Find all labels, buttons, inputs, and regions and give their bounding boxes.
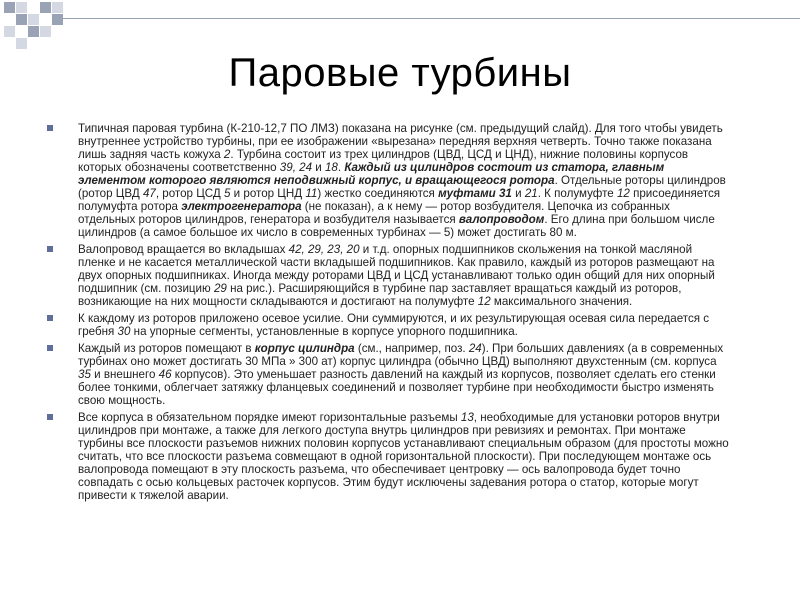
square-bullet-icon: [47, 345, 53, 351]
checker-square: [16, 2, 27, 13]
text-run: 18: [324, 161, 338, 174]
text-run: Каждый из роторов помещают в: [78, 342, 255, 355]
checker-decoration: [0, 0, 75, 50]
text-run: корпус цилиндра: [254, 342, 355, 355]
text-run: 29: [213, 282, 227, 295]
paragraph-text: [78, 243, 715, 308]
paragraph-text: [78, 122, 726, 239]
checker-square: [4, 26, 15, 37]
text-run: электрогенератора: [181, 200, 302, 213]
square-bullet-icon: [47, 414, 53, 420]
text-run: , ротор ЦСД: [155, 187, 224, 200]
text-run: , необходимые для установки роторов внутри цилиндров при монтаже, а также для легкого доступа внутрь цилиндров при ревизиях и ремонтах. При монтаже турбины все плоскости разъемов нижних половин корпусов устанавливают специальным образом (для простоты можно считать, что все плоскости разъема совмещают в одной горизонтальной плоскости). При последующем монтаже ось валопровода помещают в эту плоскость разъема, что обеспечивает центровку — ось валопровода будет точно совпадать с осью кольцевых расточек корпусов. Этим будут исключены задевания ротора о статор, которые могут привести к тяжелой аварии.: [78, 411, 729, 502]
text-run: 12: [616, 187, 630, 200]
text-run: . К полумуфте: [537, 187, 617, 200]
text-run: ). При больших давлениях (а в современных турбинах оно может достигать 30 МПа » 300 ат) корпус цилиндра (обычно ЦВД) выполняют двухстенным (см. корпуса: [78, 342, 724, 368]
text-run: 46: [158, 368, 172, 381]
text-run: Валопровод вращается во вкладышах: [78, 243, 289, 256]
text-run: (не показан), а к нему — ротор возбудителя. Цепочка из собранных отдельных роторов цилиндров, генератора и возбудителя называется: [78, 200, 670, 226]
square-bullet-icon: [47, 246, 53, 252]
text-run: валопроводом: [458, 213, 545, 226]
text-run: Типичная паровая турбина (К-210-12,7 ПО ЛМЗ) показана на рисунке (см. предыдущий слайд). Для того чтобы увидеть внутреннее устройство турбины, при ее изображении «вырезана» передняя верхняя четверть. Точно также показана лишь задняя часть кожуха: [78, 122, 723, 161]
text-run: максимального значения.: [490, 295, 633, 308]
bullet-list: [44, 122, 730, 506]
text-run: . Отдельные роторы цилиндров (ротор ЦВД: [78, 174, 726, 200]
text-run: 21: [524, 187, 538, 200]
bullet-item: [44, 243, 730, 308]
text-run: 24: [468, 342, 482, 355]
paragraph-text: [78, 411, 729, 502]
text-run: и: [511, 187, 525, 200]
text-run: 11: [305, 187, 318, 200]
text-run: муфтами 31: [438, 187, 512, 200]
checker-square: [28, 14, 39, 25]
square-bullet-icon: [47, 315, 53, 321]
checker-square: [40, 26, 51, 37]
text-run: 5: [224, 187, 231, 200]
checker-square: [52, 2, 63, 13]
text-run: (см., например, поз.: [354, 342, 469, 355]
text-run: К каждому из роторов приложено осевое усилие. Они суммируются, и их результирующая осевая сила передается с гребня: [78, 312, 710, 338]
text-run: на упорные сегменты, установленные в корпусе упорного подшипника.: [130, 325, 518, 338]
paragraph-text: [78, 312, 709, 338]
checker-square: [40, 2, 51, 13]
bullet-item: [44, 312, 730, 338]
text-run: и: [312, 161, 325, 174]
text-run: 30: [117, 325, 131, 338]
bullet-item: [44, 122, 730, 239]
text-run: ) жестко соединяются: [317, 187, 439, 200]
checker-square: [4, 2, 15, 13]
text-run: 2: [223, 148, 231, 161]
text-run: 47: [142, 187, 156, 200]
text-run: 13: [460, 411, 474, 424]
text-run: 39, 24: [279, 161, 313, 174]
checker-square: [16, 14, 27, 25]
slide-title: Паровые турбины: [228, 51, 572, 95]
checker-square: [52, 14, 63, 25]
text-run: Каждый из цилиндров состоит из статора, главным элементом которого являются неподвижный корпус, и вращающегося ротора: [78, 161, 665, 187]
text-run: и ротор ЦНД: [230, 187, 306, 200]
bullet-item: [44, 411, 730, 502]
text-run: . Турбина состоит из трех цилиндров (ЦВД, ЦСД и ЦНД), нижние половины корпусов которых обозначены соответственно: [78, 148, 689, 174]
bullet-item: [44, 342, 730, 407]
text-run: 12: [477, 295, 491, 308]
text-run: на рис.). Расширяющийся в турбине пар заставляет вращаться каждый из роторов, возникающие на них мощности складываются и достигают на полумуфте: [78, 282, 682, 308]
text-run: . Его длина при большом числе цилиндров (а самое большое их число в современных турбинах — 5) может достигать 80 м.: [78, 213, 715, 239]
text-run: Все корпуса в обязательном порядке имеют горизонтальные разъемы: [78, 411, 461, 424]
square-bullet-icon: [47, 125, 53, 131]
top-rule: [56, 18, 800, 19]
text-run: 42, 29, 23, 20: [288, 243, 360, 256]
text-run: корпусов). Это уменьшает разность давлений на каждый из корпусов, позволяет сделать его стенки более тонкими, облегчает затяжку фланцевых соединений и позволяет турбине при необходимости быстро изменять свою мощность.: [78, 368, 716, 407]
text-run: присоединяется полумуфта ротора: [78, 187, 721, 213]
text-run: и т.д. опорных подшипников скольжения на тонкой масляной пленке и не касается металлической части вкладышей подшипников. Как правило, каждый из роторов размещают на двух опорных подшипниках. Иногда между роторами ЦВД и ЦСД устанавливают только один общий для них опорный подшипник (см. позицию: [78, 243, 715, 295]
text-run: 35: [78, 368, 91, 381]
text-run: .: [337, 161, 345, 174]
paragraph-text: [78, 342, 723, 407]
text-run: и внешнего: [90, 368, 159, 381]
checker-square: [28, 26, 39, 37]
